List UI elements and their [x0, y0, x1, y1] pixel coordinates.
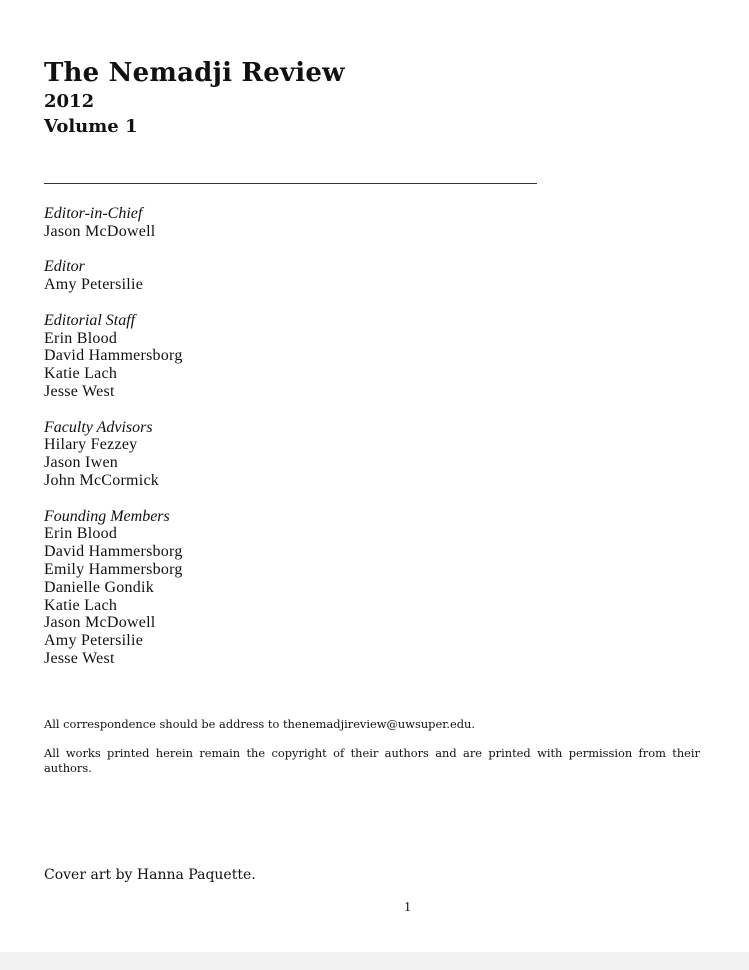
copyright-note: All works printed herein remain the copyright of their authors and are printed with permission from their authors.	[44, 746, 700, 775]
member-name: Emily Hammersborg	[44, 560, 183, 578]
member-name: Hilary Fezzey	[44, 436, 138, 454]
member-name: Amy Petersilie	[44, 632, 144, 650]
member-name: Jesse West	[44, 382, 115, 400]
notices	[44, 717, 700, 790]
founding-members-section	[44, 508, 183, 668]
member-name: Katie Lach	[44, 365, 118, 383]
member-name: David Hammersborg	[44, 543, 183, 561]
journal-year: 2012	[44, 91, 95, 112]
member-name: Danielle Gondik	[44, 578, 154, 596]
member-name: Jason McDowell	[44, 222, 156, 240]
role-label: Founding Members	[44, 507, 170, 525]
journal-volume: Volume 1	[44, 116, 138, 137]
member-name: Erin Blood	[44, 329, 118, 347]
member-name: David Hammersborg	[44, 347, 183, 365]
masthead	[44, 205, 183, 686]
editor-in-chief-section	[44, 205, 183, 241]
role-label: Faculty Advisors	[44, 418, 153, 436]
journal-title: The Nemadji Review	[44, 58, 345, 88]
member-name: Erin Blood	[44, 525, 118, 543]
role-label: Editor-in-Chief	[44, 205, 143, 222]
faculty-advisors-section	[44, 419, 183, 490]
editor-section	[44, 258, 183, 294]
correspondence-note: All correspondence should be address to thenemadjireview@uwsuper.edu.	[44, 717, 475, 731]
cover-art-credit: Cover art by Hanna Paquette.	[44, 867, 256, 883]
member-name: Amy Petersilie	[44, 276, 144, 294]
page-number: 1	[404, 900, 411, 915]
member-name: Jesse West	[44, 649, 115, 667]
horizontal-rule	[44, 183, 537, 184]
editorial-staff-section	[44, 312, 183, 401]
member-name: Jason Iwen	[44, 454, 119, 472]
member-name: Katie Lach	[44, 596, 118, 614]
member-name: Jason McDowell	[44, 614, 156, 632]
role-label: Editor	[44, 258, 85, 276]
member-name: John McCormick	[44, 471, 160, 489]
role-label: Editorial Staff	[44, 311, 136, 329]
